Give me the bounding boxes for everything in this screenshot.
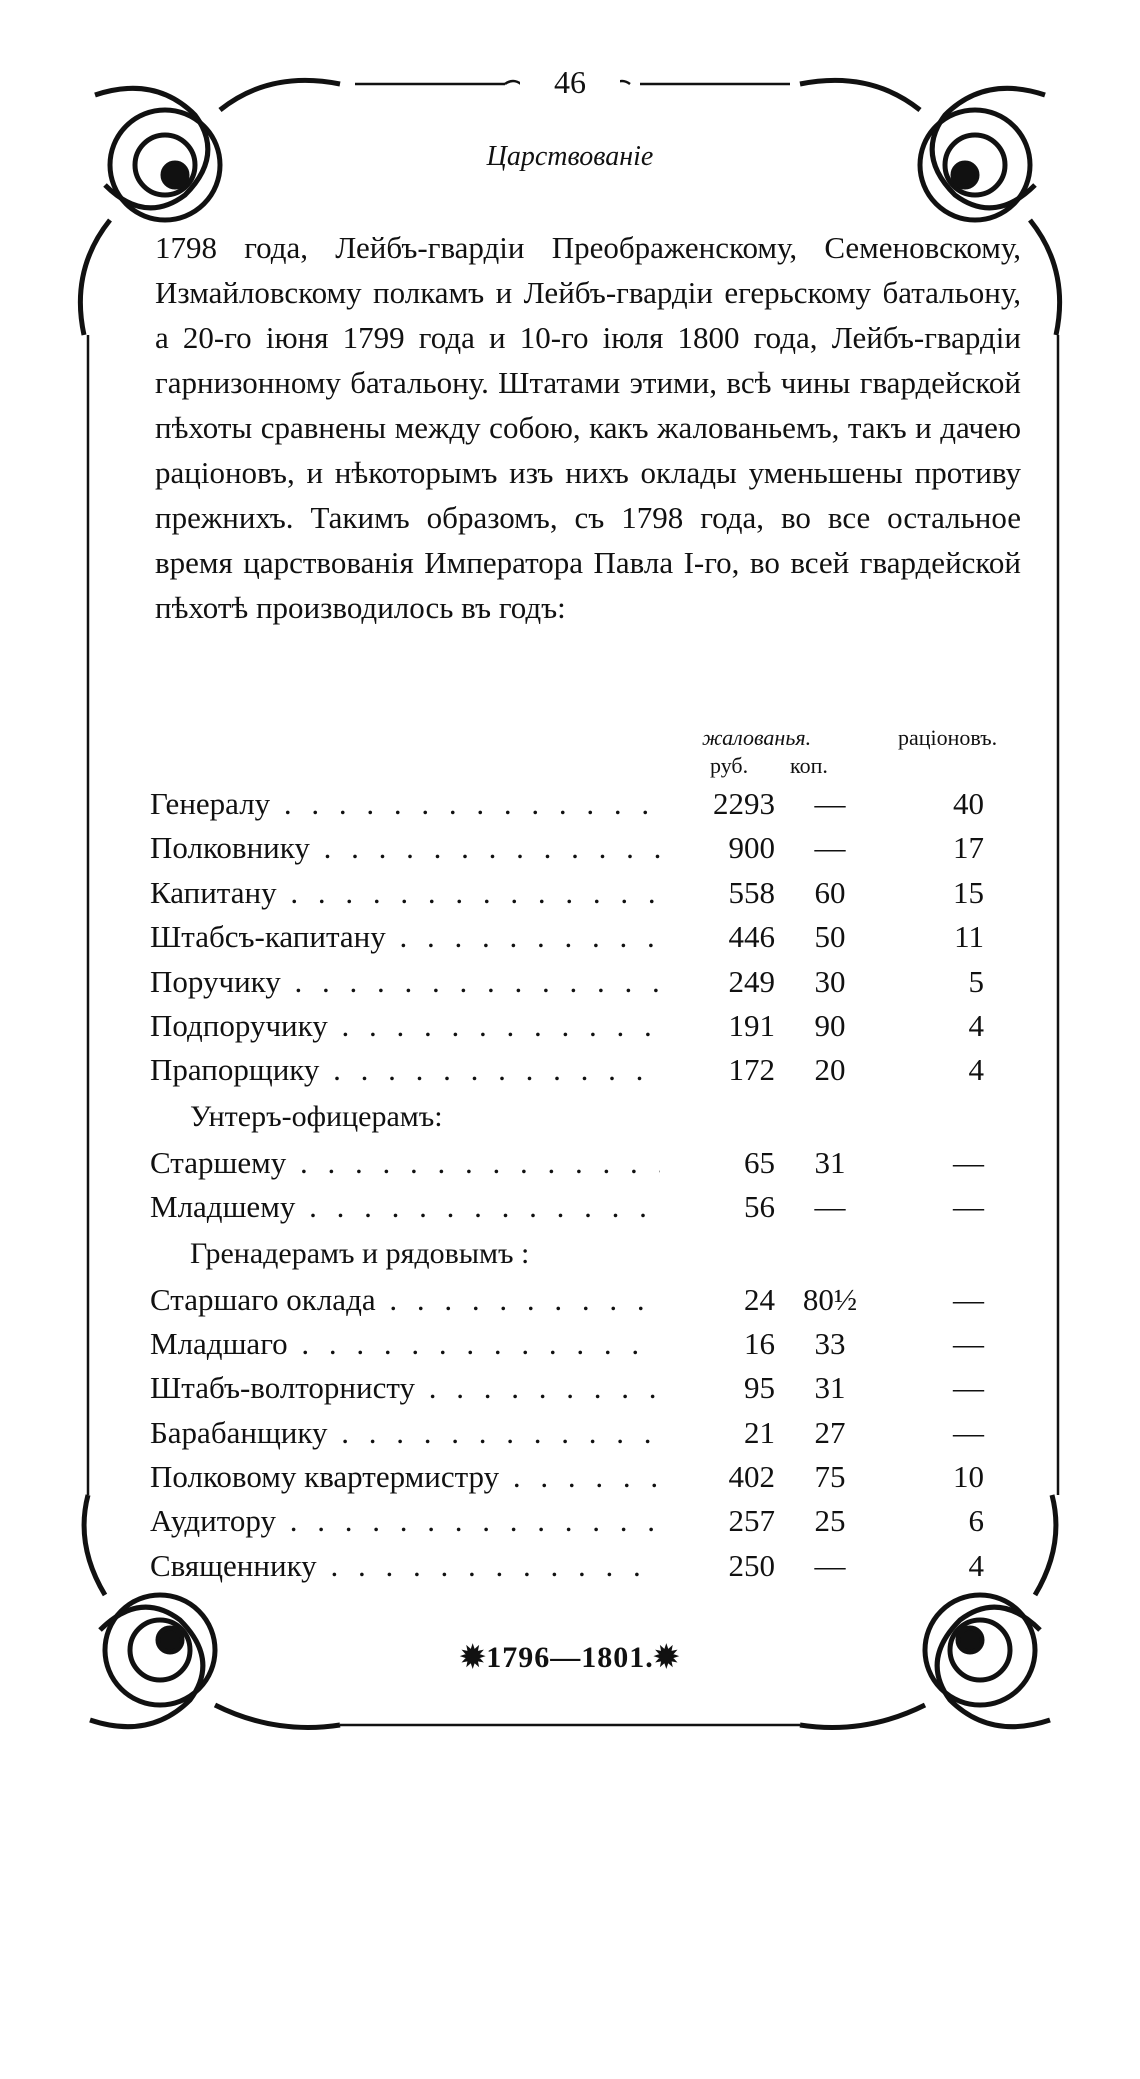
row-label: Полковнику . . . bbox=[150, 826, 660, 870]
footer-date bbox=[360, 1638, 780, 1678]
row-kop: — bbox=[814, 1189, 846, 1225]
row-label: Старшаго оклада . . . bbox=[150, 1278, 660, 1322]
row-label: Младшему . . . bbox=[150, 1185, 660, 1229]
row-rub: 402 bbox=[728, 1459, 775, 1495]
row-rations: 17 bbox=[953, 830, 984, 866]
header-kop: коп. bbox=[790, 753, 828, 778]
row-rub: 16 bbox=[744, 1325, 775, 1361]
table-row bbox=[150, 871, 1030, 915]
header-rub: руб. bbox=[710, 753, 749, 778]
table-row bbox=[150, 1366, 1030, 1410]
row-kop: — bbox=[814, 1547, 846, 1583]
row-kop: 33 bbox=[814, 1325, 846, 1361]
row-rations: 40 bbox=[953, 786, 984, 821]
table-row bbox=[150, 1004, 1030, 1048]
row-label: Младшаго . . . bbox=[150, 1322, 660, 1366]
row-kop: 75 bbox=[814, 1459, 846, 1495]
table-row bbox=[150, 1322, 1030, 1366]
row-rub: 446 bbox=[728, 919, 775, 955]
row-rub: 24 bbox=[744, 1281, 775, 1317]
row-rub: 56 bbox=[744, 1189, 775, 1225]
running-head: Царствованіе bbox=[486, 141, 654, 172]
reign-years: 1796—1801. bbox=[486, 1641, 654, 1674]
row-kop: 90 bbox=[814, 1007, 846, 1043]
row-rations: 4 bbox=[968, 1052, 984, 1088]
row-rub: 2293 bbox=[713, 786, 775, 821]
section-label: Унтеръ-офицерамъ: bbox=[190, 1099, 443, 1133]
table-row bbox=[150, 1185, 1030, 1229]
row-label: Подпоручику . . . bbox=[150, 1004, 660, 1048]
row-kop: 27 bbox=[814, 1414, 846, 1450]
row-label: Старшему . . . bbox=[150, 1141, 660, 1185]
body-paragraph bbox=[155, 225, 1021, 630]
row-rub: 250 bbox=[728, 1547, 775, 1583]
row-rations: 10 bbox=[953, 1459, 984, 1495]
pay-table bbox=[150, 720, 1030, 1588]
row-label: Священнику . . . bbox=[150, 1544, 660, 1588]
row-rations: 4 bbox=[968, 1007, 984, 1043]
row-label: Барабанщику . . . bbox=[150, 1411, 660, 1455]
table-header bbox=[150, 720, 1030, 782]
row-rub: 21 bbox=[744, 1414, 775, 1450]
row-rub: 191 bbox=[728, 1007, 775, 1043]
row-rations: 6 bbox=[968, 1503, 984, 1539]
table-row bbox=[150, 1499, 1030, 1543]
row-rub: 172 bbox=[728, 1052, 775, 1088]
table-row bbox=[150, 1411, 1030, 1455]
row-rations: 4 bbox=[968, 1547, 984, 1583]
row-rations: — bbox=[953, 1370, 984, 1406]
table-row bbox=[150, 915, 1030, 959]
row-kop: 31 bbox=[814, 1370, 846, 1406]
row-kop: — bbox=[814, 786, 846, 821]
row-label: Генералу . . . bbox=[150, 782, 660, 826]
row-rub: 558 bbox=[728, 874, 775, 910]
row-rations: — bbox=[953, 1189, 984, 1225]
row-kop: 60 bbox=[814, 874, 846, 910]
header-salary: жалованья. bbox=[702, 725, 812, 750]
header-rations: раціоновъ. bbox=[898, 725, 998, 750]
row-rations: — bbox=[953, 1144, 984, 1180]
table-row bbox=[150, 1455, 1030, 1499]
row-kop: — bbox=[814, 830, 846, 866]
row-rub: 257 bbox=[728, 1503, 775, 1539]
table-row bbox=[150, 1544, 1030, 1588]
table-row bbox=[150, 1278, 1030, 1322]
row-rub: 900 bbox=[728, 830, 775, 866]
row-rub: 249 bbox=[728, 963, 775, 999]
table-row bbox=[150, 1048, 1030, 1092]
table-row bbox=[150, 782, 1030, 826]
row-kop: 80½ bbox=[802, 1281, 858, 1317]
row-label: Капитану . . . bbox=[150, 871, 660, 915]
section-heading-privates bbox=[150, 1232, 1030, 1278]
row-rations: 5 bbox=[968, 963, 984, 999]
row-label: Прапорщику . . . bbox=[150, 1048, 660, 1092]
row-kop: 30 bbox=[814, 963, 846, 999]
row-label: Штабъ-волторнисту . . . bbox=[150, 1366, 660, 1410]
section-label: Гренадерамъ и рядовымъ : bbox=[190, 1236, 530, 1270]
row-kop: 20 bbox=[814, 1052, 846, 1088]
row-rations: 15 bbox=[953, 874, 984, 910]
row-kop: 50 bbox=[814, 919, 846, 955]
table-row bbox=[150, 826, 1030, 870]
row-label: Штабсъ-капитану . . . bbox=[150, 915, 660, 959]
table-row bbox=[150, 960, 1030, 1004]
row-label: Аудитору . . . bbox=[150, 1499, 660, 1543]
row-rations: — bbox=[953, 1414, 984, 1450]
row-label: Полковому квартермистру . . . bbox=[150, 1455, 660, 1499]
row-rations: — bbox=[953, 1281, 984, 1317]
section-heading-nco bbox=[150, 1095, 1030, 1141]
table-row bbox=[150, 1141, 1030, 1185]
row-rub: 65 bbox=[744, 1144, 775, 1180]
row-rations: 11 bbox=[954, 919, 984, 955]
page-number: 46 bbox=[520, 62, 620, 102]
row-label: Поручику . . . bbox=[150, 960, 660, 1004]
asterisk-ornament-icon: ✹ bbox=[460, 1641, 487, 1674]
row-rub: 95 bbox=[744, 1370, 775, 1406]
asterisk-ornament-icon: ✹ bbox=[653, 1641, 680, 1674]
row-kop: 25 bbox=[814, 1503, 846, 1539]
row-rations: — bbox=[953, 1325, 984, 1361]
paragraph-text: 1798 года, Лейбъ-гвардіи Преображенскому, Семеновскому, Измайловскому полкамъ и Лейбъ-гвардіи егерьскому батальону, а 20-го іюня 1799 года и 10-го іюля 1800 года, Лейбъ-гвардіи гарнизонному батальону. Штатами этими, всѣ чины гвардейской пѣхоты сравнены между собою, какъ жалованьемъ, такъ и дачею раціоновъ, и нѣкоторымъ изъ нихъ оклады уменьшены противу прежнихъ. Такимъ образомъ, съ 1798 года, во все остальное время царствованія Императора Павла I-го, во всей гвардейской пѣхотѣ производилось въ годъ: bbox=[155, 230, 1021, 625]
row-kop: 31 bbox=[814, 1144, 846, 1180]
